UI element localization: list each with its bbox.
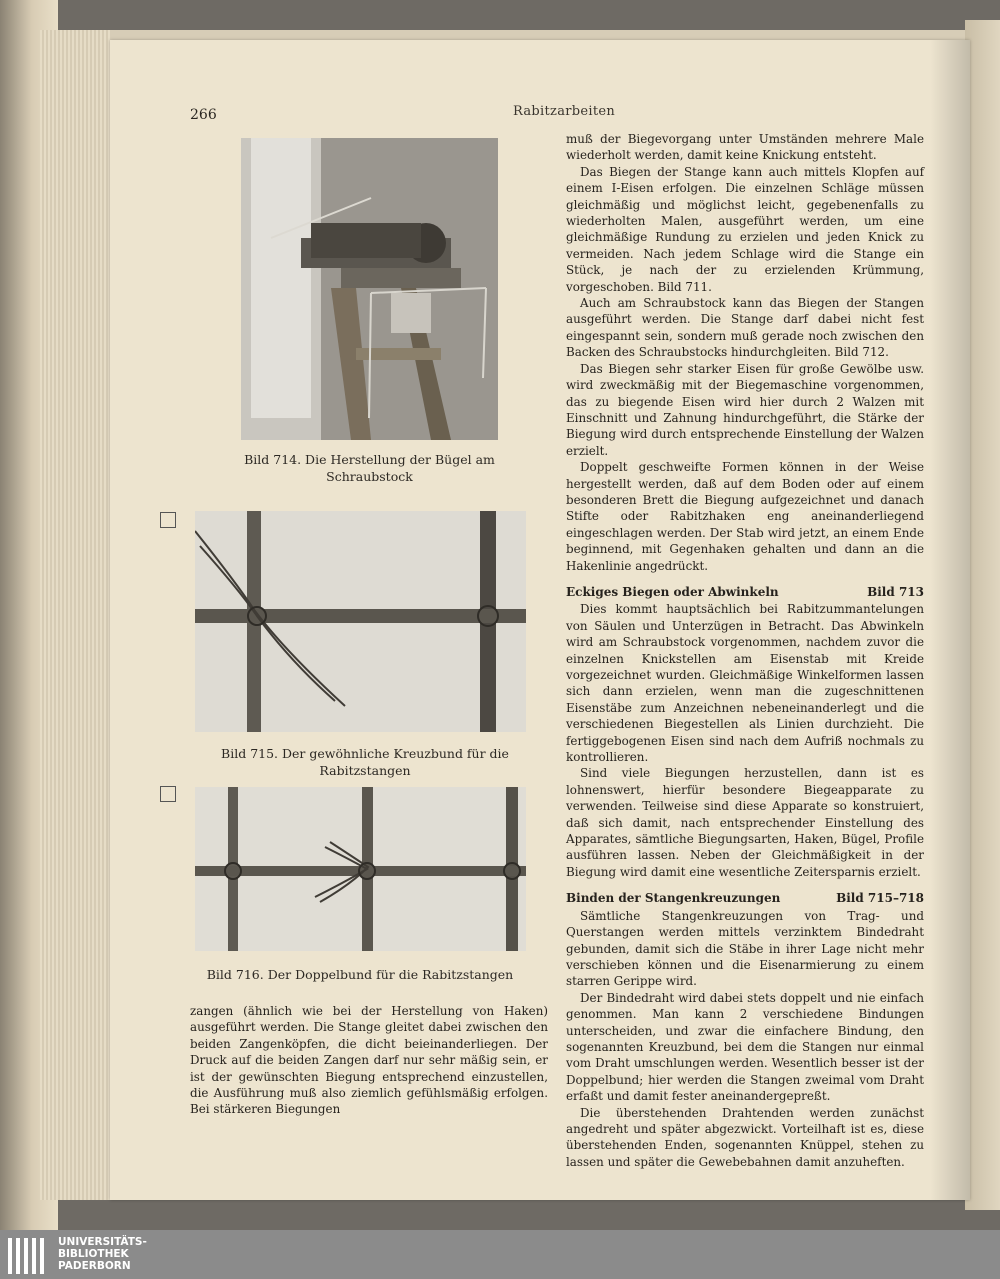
right-column-text	[566, 131, 924, 1170]
library-logo-text: UNIVERSITÄTS- BIBLIOTHEK PADERBORN	[58, 1236, 147, 1272]
facing-page-edge	[965, 20, 1000, 1210]
checkbox-mark-icon	[160, 786, 176, 802]
left-paragraph: zangen (ähnlich wie bei der Herstellung von Haken) ausgeführt werden. Die Stange gleitet dabei zwischen den beiden Zangenköpfen, die dicht beieinanderliegen. Der Druck auf die beiden Zangen darf nur sehr mäßig sein, er ist der gewünschten Biegung entsprechend einzustellen, die Ausführung muß also ziemlich gefühlsmäßig erfolgen. Bei stärkeren Biegungen	[190, 1004, 548, 1117]
library-logo-icon	[8, 1238, 50, 1274]
paragraph: Sind viele Biegungen herzustellen, dann ist es lohnenswert, hierfür besondere Biegeapparate zu verwenden. Teilweise sind diese Apparate so konstruiert, daß sich damit, nach entsprechender Einstellung des Apparates, sämtliche Biegungsarten, Haken, Bügel, Profile ausführen lassen. Neben der Gleichmäßigkeit in der Biegung wird damit eine wesentliche Zeitersparnis erzielt.	[566, 766, 924, 879]
section-figure-ref: Bild 713	[867, 584, 924, 599]
figure-716-photo	[195, 787, 526, 951]
library-footer-bar	[0, 1230, 1000, 1279]
doppelbund-illustration	[195, 787, 526, 951]
paragraph: muß der Biegevorgang unter Umständen mehrere Male wiederholt werden, damit keine Knickung entsteht.	[566, 132, 924, 163]
running-head: Rabitzarbeiten	[513, 104, 616, 119]
paragraph: Auch am Schraubstock kann das Biegen der Stangen ausgeführt werden. Die Stange darf dabei nicht fest eingespannt sein, sondern muß gerade noch zwischen den Backen des Schraubstocks hindurchgleiten. Bild 712.	[566, 296, 924, 360]
paragraph: Doppelt geschweifte Formen können in der Weise hergestellt werden, daß auf dem Boden oder auf einem besonderen Brett die Biegung aufgezeichnet und danach Stifte oder Rabitzhaken eng aneinanderliegend eingeschlagen werden. Der Stab wird jetzt, an einem Ende beginnend, mit Gegenhaken gehalten und dann an die Hakenlinie angedrückt.	[566, 460, 924, 573]
section-heading-binden	[566, 890, 924, 906]
figure-714-caption: Bild 714. Die Herstellung der Bügel am Schraubstock	[244, 452, 495, 484]
figure-715-photo	[195, 511, 526, 732]
paragraph: Sämtliche Stangenkreuzungen von Trag- und Querstangen werden mittels verzinktem Bindedraht gebunden, damit sich die Stäbe in ihrer Lage nicht mehr verschieben können und die Eisenarmierung zu einem starren Gerippe wird.	[566, 908, 924, 989]
page-edges	[40, 30, 110, 1200]
paragraph: Der Bindedraht wird dabei stets doppelt und nie einfach genommen. Man kann 2 verschiedene Bindungen unterscheiden, und zwar die einfachere Bindung, den sogenannten Kreuzbund, bei dem die Stangen nur einmal vom Draht umschlungen werden. Wesentlich besser ist der Doppelbund; hier werden die Stangen zweimal vom Draht erfaßt und damit fester aneinandergepreßt.	[566, 990, 924, 1104]
figure-715-caption: Bild 715. Der gewöhnliche Kreuzbund für die Rabitzstangen	[221, 746, 509, 778]
left-column-text	[190, 1003, 548, 1118]
figure-714-photo	[241, 138, 498, 440]
section-figure-ref: Bild 715–718	[836, 891, 924, 906]
paragraph: Dies kommt hauptsächlich bei Rabitzummantelungen von Säulen und Unterzügen in Betracht. Das Abwinkeln wird am Schraubstock vorgenommen, nachdem zuvor die einzelnen Knickstellen am Eisenstab mit Kreide vorgezeichnet wurden. Gleichmäßige Winkelformen lassen sich dann erzielen, wenn man die zugeschnittenen Eisenstäbe zum Anzeichnen nebeneinanderlegt und die verschiedenen Biegestellen als Linien durchzieht. Die fertiggebogenen Eisen sind nach dem Aufriß nochmals zu kontrollieren.	[566, 602, 924, 765]
figure-716-caption: Bild 716. Der Doppelbund für die Rabitzstangen	[206, 967, 514, 982]
page-number: 266	[190, 107, 217, 123]
section-title: Eckiges Biegen oder Abwinkeln	[566, 584, 779, 599]
section-title: Binden der Stangenkreuzungen	[566, 891, 781, 906]
paragraph: Die überstehenden Drahtenden werden zunächst angedreht und später abgezwickt. Vorteilhaft ist es, diese überstehenden Enden, sogenannten Knüppel, stehen zu lassen und später die Gewebebahnen damit anzuheften.	[566, 1105, 924, 1169]
paragraph: Das Biegen der Stange kann auch mittels Klopfen auf einem I-Eisen erfolgen. Die einzelnen Schläge müssen gleichmäßig und möglichst leicht, gegebenenfalls zu wiederholten Malen, ausgeführt werden, um eine gleichmäßige Rundung zu erzielen und jeden Knick zu vermeiden. Nach jedem Schlage wird die Stange ein Stück, je nach der zu erzielenden Krümmung, vorgeschoben. Bild 711.	[566, 164, 924, 294]
section-heading-abwinkeln	[566, 584, 924, 600]
kreuzbund-illustration	[195, 511, 526, 732]
paragraph: Das Biegen sehr starker Eisen für große Gewölbe usw. wird zweckmäßig mit der Biegemaschine vorgenommen, das zu biegende Eisen wird hier durch 2 Walzen mit Einschnitt und Zahnung hindurchgeführt, die Stärke der Biegung wird durch entsprechende Einstellung der Walzen erzielt.	[566, 361, 924, 458]
checkbox-mark-icon	[160, 512, 176, 528]
vise-photo-illustration	[241, 138, 498, 440]
